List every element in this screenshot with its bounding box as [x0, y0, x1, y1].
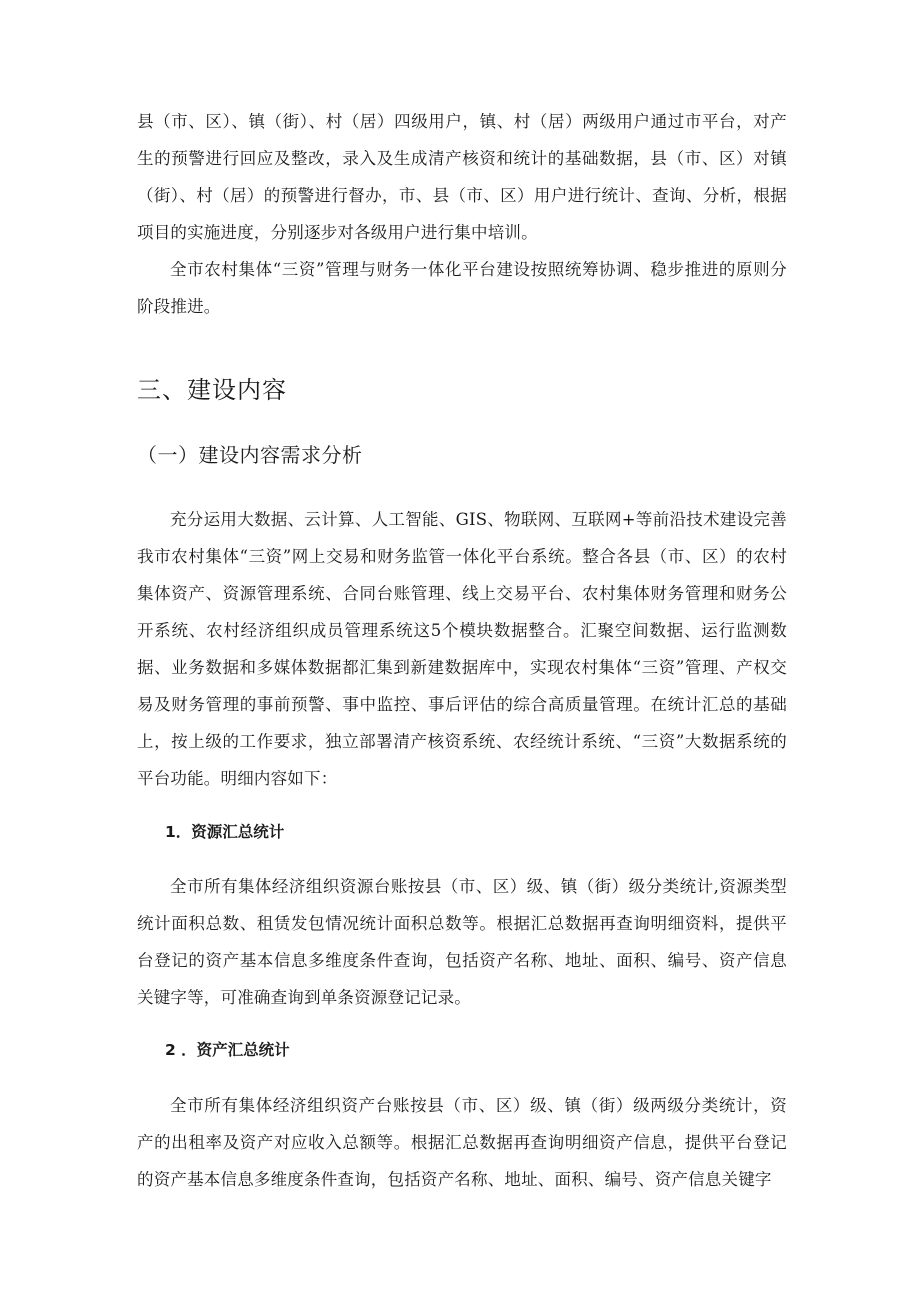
spacer [137, 1016, 787, 1035]
paragraph-asset-summary: 全市所有集体经济组织资产台账按县（市、区）级、镇（街）级两级分类统计，资产的出租率及资产对应收入总额等。根据汇总数据再查询明细资产信息，提供平台登记的资产基本信息多维度条件查询，包括资产名称、地址、面积、编号、资产信息关键字 [137, 1096, 787, 1189]
spacer [137, 847, 787, 868]
paragraph-user-levels: 县（市、区）、镇（街）、村（居）四级用户，镇、村（居）两级用户通过市平台，对产生的预警进行回应及整改，录入及生成清产核资和统计的基础数据，县（市、区）对镇（街）、村（居）的预警进行督办，市、县（市、区）用户进行统计、查询、分析，根据项目的实施进度，分别逐步对各级用户进行集中培训。 [137, 112, 787, 242]
section-heading: 三、建设内容 [137, 376, 287, 404]
paragraph-construction-overview: 充分运用大数据、云计算、人工智能、GIS、物联网、互联网+等前沿技术建设完善我市农村集体“三资”网上交易和财务监管一体化平台系统。整合各县（市、区）的农村集体资产、资源管理系统、合同台账管理、线上交易平台、农村集体财务管理和财务公开系统、农村经济组织成员管理系统这5个模块数据整合。汇聚空间数据、运行监测数据、业务数据和多媒体数据都汇集到新建数据库中，实现农村集体“三资”管理、产权交易及财务管理的事前预警、事中监控、事后评估的综合高质量管理。在统计汇总的基础上，按上级的工作要求，独立部署清产核资系统、农经统计系统、“三资”大数据系统的平台功能。明细内容如下： [137, 510, 787, 788]
spacer [137, 473, 787, 501]
document-body [137, 103, 787, 1198]
item-heading-resource-summary: 1．资源汇总统计 [165, 823, 285, 841]
paragraph-phased-rollout: 全市农村集体“三资”管理与财务一体化平台建设按照统筹协调、稳步推进的原则分阶段推进。 [137, 260, 787, 316]
item-heading-asset-summary: 2 ．资产汇总统计 [165, 1041, 290, 1059]
spacer [137, 1065, 787, 1087]
paragraph-resource-summary: 全市所有集体经济组织资源台账按县（市、区）级、镇（街）级分类统计,资源类型统计面积总数、租赁发包情况统计面积总数等。根据汇总数据再查询明细资料，提供平台登记的资产基本信息多维度条件查询，包括资产名称、地址、面积、编号、资产信息关键字等，可准确查询到单条资源登记记录。 [137, 877, 787, 1007]
spacer [137, 797, 787, 817]
subsection-heading: （一）建设内容需求分析 [137, 443, 363, 467]
